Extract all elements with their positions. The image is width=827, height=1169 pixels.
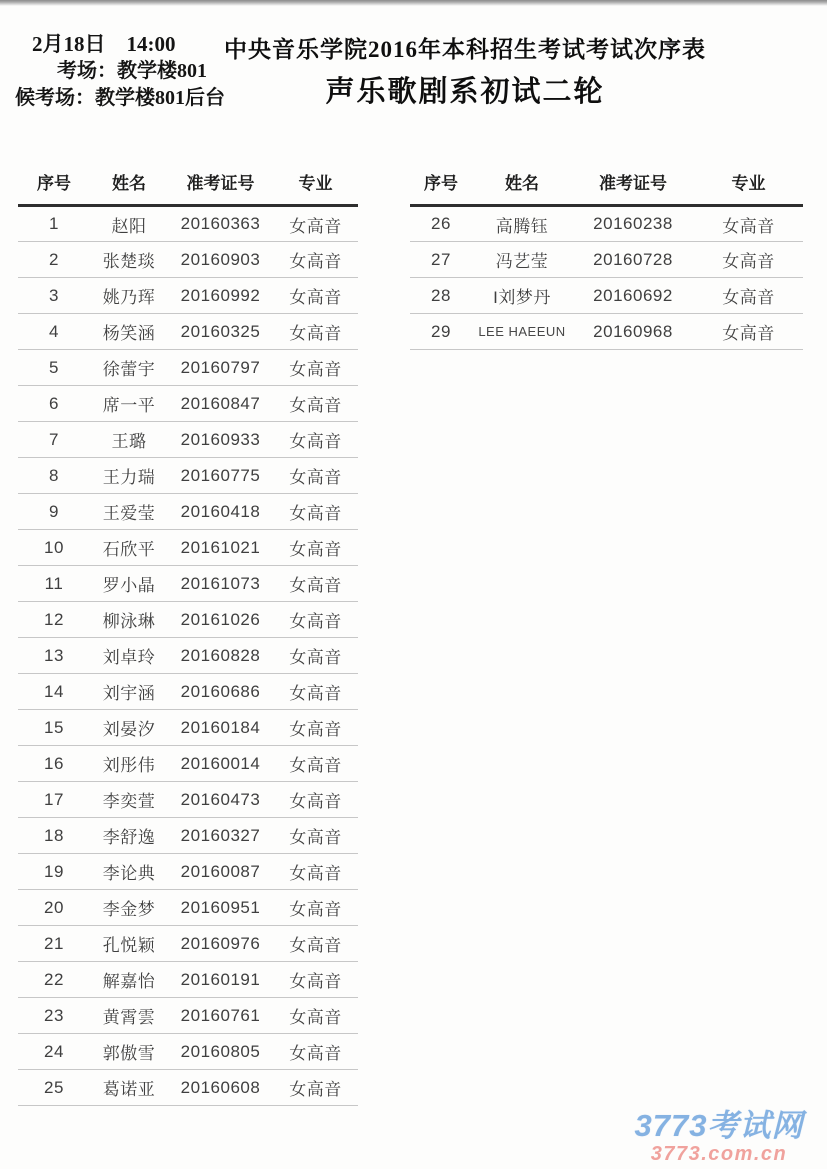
table-header-row xyxy=(18,160,358,206)
page-subtitle: 声乐歌剧系初试二轮 xyxy=(325,76,605,108)
ticket-number-cell: 20160325 xyxy=(168,314,273,350)
name-cell: 高腾钰 xyxy=(472,206,572,242)
table-header-row xyxy=(410,160,803,206)
page-title: 中央音乐学院2016年本科招生考试考试次序表 xyxy=(224,37,706,62)
document-title-block xyxy=(185,31,745,110)
name-cell: 王力瑞 xyxy=(90,458,168,494)
ticket-number-cell: 20160903 xyxy=(168,242,273,278)
candidate-row xyxy=(18,746,358,782)
ticket-number-cell: 20160805 xyxy=(168,1034,273,1070)
candidate-row xyxy=(18,1070,358,1106)
candidate-row xyxy=(18,314,358,350)
candidate-row xyxy=(18,782,358,818)
name-cell: 王爱莹 xyxy=(90,494,168,530)
name-cell: I刘梦丹 xyxy=(472,278,572,314)
major-cell: 女高音 xyxy=(273,350,358,386)
name-cell: 徐蕾宇 xyxy=(90,350,168,386)
candidate-row xyxy=(18,494,358,530)
candidate-row xyxy=(18,998,358,1034)
name-cell: 李金梦 xyxy=(90,890,168,926)
ticket-number-cell: 20160728 xyxy=(572,242,694,278)
ticket-number-cell: 20160238 xyxy=(572,206,694,242)
major-cell: 女高音 xyxy=(273,494,358,530)
serial-cell: 23 xyxy=(18,998,90,1034)
ticket-number-cell: 20160608 xyxy=(168,1070,273,1106)
candidate-row xyxy=(410,206,803,242)
candidate-row xyxy=(18,206,358,242)
ticket-number-cell: 20161021 xyxy=(168,530,273,566)
ticket-number-cell: 20160992 xyxy=(168,278,273,314)
column-header-ticket-number: 准考证号 xyxy=(572,160,694,206)
ticket-number-cell: 20160775 xyxy=(168,458,273,494)
major-cell: 女高音 xyxy=(273,638,358,674)
major-cell: 女高音 xyxy=(273,710,358,746)
major-cell: 女高音 xyxy=(273,602,358,638)
serial-cell: 11 xyxy=(18,566,90,602)
major-cell: 女高音 xyxy=(273,854,358,890)
serial-cell: 26 xyxy=(410,206,472,242)
name-cell: 杨笑涵 xyxy=(90,314,168,350)
name-cell: 刘彤伟 xyxy=(90,746,168,782)
candidate-row xyxy=(410,314,803,350)
candidate-row xyxy=(410,242,803,278)
name-cell: 郭傲雪 xyxy=(90,1034,168,1070)
candidate-row xyxy=(18,602,358,638)
major-cell: 女高音 xyxy=(694,314,803,350)
scan-edge-artifact xyxy=(0,0,827,6)
candidate-row xyxy=(18,566,358,602)
ticket-number-cell: 20160797 xyxy=(168,350,273,386)
major-cell: 女高音 xyxy=(273,530,358,566)
major-cell: 女高音 xyxy=(273,926,358,962)
column-header-serial: 序号 xyxy=(410,160,472,206)
candidate-row xyxy=(18,926,358,962)
candidate-row xyxy=(18,854,358,890)
ticket-number-cell: 20160847 xyxy=(168,386,273,422)
major-cell: 女高音 xyxy=(273,962,358,998)
serial-cell: 2 xyxy=(18,242,90,278)
serial-cell: 20 xyxy=(18,890,90,926)
column-header-ticket-number: 准考证号 xyxy=(168,160,273,206)
candidate-row xyxy=(18,458,358,494)
column-header-name: 姓名 xyxy=(90,160,168,206)
name-cell: 葛诺亚 xyxy=(90,1070,168,1106)
ticket-number-cell: 20160951 xyxy=(168,890,273,926)
serial-cell: 27 xyxy=(410,242,472,278)
serial-cell: 1 xyxy=(18,206,90,242)
ticket-number-cell: 20160473 xyxy=(168,782,273,818)
serial-cell: 5 xyxy=(18,350,90,386)
ticket-number-cell: 20160418 xyxy=(168,494,273,530)
major-cell: 女高音 xyxy=(273,566,358,602)
name-cell: 石欣平 xyxy=(90,530,168,566)
ticket-number-cell: 20160191 xyxy=(168,962,273,998)
name-cell: 姚乃珲 xyxy=(90,278,168,314)
name-cell: 席一平 xyxy=(90,386,168,422)
name-cell: 黄霄雲 xyxy=(90,998,168,1034)
site-watermark xyxy=(619,1110,819,1165)
candidate-row xyxy=(18,278,358,314)
column-header-major: 专业 xyxy=(273,160,358,206)
serial-cell: 13 xyxy=(18,638,90,674)
candidate-row xyxy=(18,350,358,386)
ticket-number-cell: 20160692 xyxy=(572,278,694,314)
serial-cell: 4 xyxy=(18,314,90,350)
candidate-row xyxy=(18,422,358,458)
serial-cell: 10 xyxy=(18,530,90,566)
major-cell: 女高音 xyxy=(273,1034,358,1070)
candidate-row xyxy=(18,530,358,566)
major-cell: 女高音 xyxy=(273,242,358,278)
name-cell: 柳泳琳 xyxy=(90,602,168,638)
name-cell: 刘卓玲 xyxy=(90,638,168,674)
name-cell: 王璐 xyxy=(90,422,168,458)
serial-cell: 7 xyxy=(18,422,90,458)
name-cell: 李论典 xyxy=(90,854,168,890)
name-cell: 李舒逸 xyxy=(90,818,168,854)
candidate-row xyxy=(18,242,358,278)
serial-cell: 16 xyxy=(18,746,90,782)
ticket-number-cell: 20160933 xyxy=(168,422,273,458)
ticket-number-cell: 20160828 xyxy=(168,638,273,674)
candidate-table-right xyxy=(410,160,803,350)
major-cell: 女高音 xyxy=(273,386,358,422)
name-cell: LEE HAEEUN xyxy=(472,314,572,350)
major-cell: 女高音 xyxy=(273,458,358,494)
serial-cell: 22 xyxy=(18,962,90,998)
ticket-number-cell: 20160327 xyxy=(168,818,273,854)
ticket-number-cell: 20160761 xyxy=(168,998,273,1034)
major-cell: 女高音 xyxy=(694,278,803,314)
ticket-number-cell: 20160363 xyxy=(168,206,273,242)
ticket-number-cell: 20160087 xyxy=(168,854,273,890)
candidate-row xyxy=(18,710,358,746)
ticket-number-cell: 20160686 xyxy=(168,674,273,710)
name-cell: 赵阳 xyxy=(90,206,168,242)
column-header-serial: 序号 xyxy=(18,160,90,206)
serial-cell: 21 xyxy=(18,926,90,962)
name-cell: 罗小晶 xyxy=(90,566,168,602)
major-cell: 女高音 xyxy=(273,890,358,926)
ticket-number-cell: 20160184 xyxy=(168,710,273,746)
candidate-row xyxy=(18,674,358,710)
serial-cell: 8 xyxy=(18,458,90,494)
major-cell: 女高音 xyxy=(273,782,358,818)
candidate-row xyxy=(18,638,358,674)
exam-room-label: 考场：教学楼801 xyxy=(57,60,207,82)
ticket-number-cell: 20161026 xyxy=(168,602,273,638)
candidate-row xyxy=(18,818,358,854)
name-cell: 解嘉怡 xyxy=(90,962,168,998)
name-cell: 孔悦颖 xyxy=(90,926,168,962)
serial-cell: 18 xyxy=(18,818,90,854)
major-cell: 女高音 xyxy=(694,242,803,278)
major-cell: 女高音 xyxy=(273,206,358,242)
major-cell: 女高音 xyxy=(273,422,358,458)
serial-cell: 28 xyxy=(410,278,472,314)
major-cell: 女高音 xyxy=(273,278,358,314)
serial-cell: 29 xyxy=(410,314,472,350)
major-cell: 女高音 xyxy=(273,998,358,1034)
column-header-major: 专业 xyxy=(694,160,803,206)
waiting-room-label: 候考场：教学楼801后台 xyxy=(15,87,225,109)
exam-datetime: 2月18日 14:00 xyxy=(32,32,176,56)
major-cell: 女高音 xyxy=(273,674,358,710)
candidate-row xyxy=(18,386,358,422)
ticket-number-cell: 20160968 xyxy=(572,314,694,350)
major-cell: 女高音 xyxy=(273,1070,358,1106)
serial-cell: 17 xyxy=(18,782,90,818)
candidate-table-left xyxy=(18,160,358,1106)
candidate-row xyxy=(18,1034,358,1070)
major-cell: 女高音 xyxy=(273,746,358,782)
name-cell: 刘宇涵 xyxy=(90,674,168,710)
serial-cell: 15 xyxy=(18,710,90,746)
major-cell: 女高音 xyxy=(273,314,358,350)
name-cell: 李奕萱 xyxy=(90,782,168,818)
serial-cell: 9 xyxy=(18,494,90,530)
serial-cell: 12 xyxy=(18,602,90,638)
candidate-row xyxy=(18,962,358,998)
serial-cell: 25 xyxy=(18,1070,90,1106)
ticket-number-cell: 20160976 xyxy=(168,926,273,962)
serial-cell: 14 xyxy=(18,674,90,710)
name-cell: 刘晏汐 xyxy=(90,710,168,746)
watermark-site-url: 3773.com.cn xyxy=(650,1143,788,1165)
serial-cell: 24 xyxy=(18,1034,90,1070)
name-cell: 张楚琰 xyxy=(90,242,168,278)
name-cell: 冯艺莹 xyxy=(472,242,572,278)
watermark-site-name: 3773考试网 xyxy=(634,1108,804,1144)
serial-cell: 3 xyxy=(18,278,90,314)
serial-cell: 19 xyxy=(18,854,90,890)
major-cell: 女高音 xyxy=(273,818,358,854)
candidate-row xyxy=(18,890,358,926)
column-header-name: 姓名 xyxy=(472,160,572,206)
ticket-number-cell: 20160014 xyxy=(168,746,273,782)
candidate-row xyxy=(410,278,803,314)
serial-cell: 6 xyxy=(18,386,90,422)
major-cell: 女高音 xyxy=(694,206,803,242)
ticket-number-cell: 20161073 xyxy=(168,566,273,602)
